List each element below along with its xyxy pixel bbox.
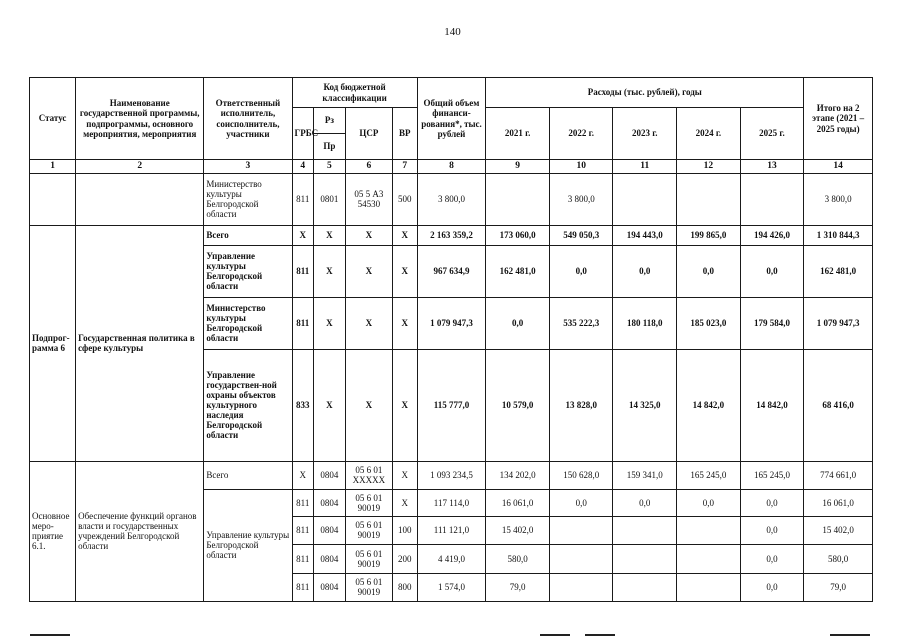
year-2024-cell: 199 865,0 [677, 225, 741, 245]
rzpr-cell: X [314, 297, 346, 349]
year-2022-cell [549, 544, 613, 573]
status-cell: Основное меро-приятие 6.1. [30, 461, 76, 601]
header-budget-code: Код бюджетной классификации [292, 78, 417, 108]
column-number: 4 [292, 160, 314, 174]
csr-cell: 05 6 01 90019 [345, 573, 392, 601]
header-year-2024: 2024 г. [677, 108, 741, 160]
header-responsible: Ответственный исполнитель, соисполнитель, участники [204, 78, 292, 160]
rzpr-cell: 0804 [314, 516, 346, 544]
year-2025-cell: 179 584,0 [740, 297, 804, 349]
header-grbs: ГРБС [292, 108, 314, 160]
year-2024-cell: 185 023,0 [677, 297, 741, 349]
year-2022-cell [549, 573, 613, 601]
vr-cell: 200 [392, 544, 417, 573]
header-itogo: Итого на 2 этапе (2021 – 2025 годы) [804, 78, 873, 160]
year-2022-cell: 150 628,0 [549, 461, 613, 489]
year-2025-cell [740, 173, 804, 225]
csr-cell: X [345, 349, 392, 461]
header-year-2023: 2023 г. [613, 108, 677, 160]
year-2024-cell [677, 516, 741, 544]
rzpr-cell: 0801 [314, 173, 346, 225]
year-2021-cell: 0,0 [486, 297, 550, 349]
year-2022-cell [549, 516, 613, 544]
year-2023-cell [613, 573, 677, 601]
year-2021-cell: 15 402,0 [486, 516, 550, 544]
vr-cell: 800 [392, 573, 417, 601]
year-2023-cell [613, 544, 677, 573]
year-2024-cell: 165 245,0 [677, 461, 741, 489]
vr-cell: 100 [392, 516, 417, 544]
header-csr: ЦСР [345, 108, 392, 160]
page-bottom-rule [30, 634, 70, 636]
year-2024-cell [677, 173, 741, 225]
csr-cell: 05 6 01 90019 [345, 544, 392, 573]
year-2023-cell [613, 173, 677, 225]
header-status: Статус [30, 78, 76, 160]
column-number-row [30, 160, 873, 174]
vr-cell: X [392, 245, 417, 297]
total-cell: 967 634,9 [417, 245, 486, 297]
total-cell: 3 800,0 [417, 173, 486, 225]
column-number: 5 [314, 160, 346, 174]
name-cell: Государственная политика в сфере культуры [76, 225, 204, 461]
year-2025-cell: 194 426,0 [740, 225, 804, 245]
total-cell: 1 574,0 [417, 573, 486, 601]
column-number: 9 [486, 160, 550, 174]
csr-cell: 05 6 01 90019 [345, 489, 392, 516]
header-total-volume: Общий объем финанси-рования*, тыс. рублей [417, 78, 486, 160]
column-number: 2 [76, 160, 204, 174]
responsible-cell: Управление государствен-ной охраны объектов культурного наследия Белгородской области [204, 349, 292, 461]
year-2021-cell [486, 173, 550, 225]
year-2025-cell: 0,0 [740, 544, 804, 573]
page-bottom-rule [540, 634, 570, 636]
itogo-cell: 774 661,0 [804, 461, 873, 489]
year-2024-cell [677, 573, 741, 601]
year-2022-cell: 0,0 [549, 245, 613, 297]
table-row [30, 173, 873, 225]
grbs-cell: 811 [292, 573, 314, 601]
column-number: 7 [392, 160, 417, 174]
csr-cell: 05 6 01 90019 [345, 516, 392, 544]
itogo-cell: 3 800,0 [804, 173, 873, 225]
itogo-cell: 79,0 [804, 573, 873, 601]
header-year-2025: 2025 г. [740, 108, 804, 160]
itogo-cell: 1 310 844,3 [804, 225, 873, 245]
year-2023-cell: 159 341,0 [613, 461, 677, 489]
vr-cell: X [392, 225, 417, 245]
csr-cell: X [345, 297, 392, 349]
year-2021-cell: 162 481,0 [486, 245, 550, 297]
year-2025-cell: 0,0 [740, 245, 804, 297]
csr-cell: X [345, 225, 392, 245]
header-expenses: Расходы (тыс. рублей), годы [486, 78, 804, 108]
grbs-cell: 811 [292, 544, 314, 573]
rzpr-cell: 0804 [314, 489, 346, 516]
column-number: 13 [740, 160, 804, 174]
year-2024-cell: 14 842,0 [677, 349, 741, 461]
header-rz: Рз [314, 108, 346, 134]
year-2022-cell: 535 222,3 [549, 297, 613, 349]
total-cell: 111 121,0 [417, 516, 486, 544]
rzpr-cell: 0804 [314, 544, 346, 573]
year-2023-cell: 194 443,0 [613, 225, 677, 245]
grbs-cell: 811 [292, 489, 314, 516]
vr-cell: X [392, 349, 417, 461]
vr-cell: X [392, 297, 417, 349]
header-year-2022: 2022 г. [549, 108, 613, 160]
itogo-cell: 580,0 [804, 544, 873, 573]
rzpr-cell: X [314, 349, 346, 461]
page-bottom-rule [830, 634, 870, 636]
header-pr: Пр [314, 134, 346, 160]
year-2024-cell: 0,0 [677, 245, 741, 297]
csr-cell: 05 6 01 ХХХХХ [345, 461, 392, 489]
itogo-cell: 162 481,0 [804, 245, 873, 297]
year-2021-cell: 16 061,0 [486, 489, 550, 516]
responsible-cell: Управление культуры Белгородской области [204, 245, 292, 297]
responsible-cell: Всего [204, 461, 292, 489]
column-number: 6 [345, 160, 392, 174]
rzpr-cell: 0804 [314, 573, 346, 601]
budget-table [29, 77, 873, 602]
grbs-cell: 811 [292, 245, 314, 297]
header-vr: ВР [392, 108, 417, 160]
year-2025-cell: 0,0 [740, 489, 804, 516]
grbs-cell: X [292, 461, 314, 489]
total-cell: 1 079 947,3 [417, 297, 486, 349]
itogo-cell: 68 416,0 [804, 349, 873, 461]
column-number: 10 [549, 160, 613, 174]
vr-cell: X [392, 489, 417, 516]
rzpr-cell: X [314, 245, 346, 297]
year-2022-cell: 13 828,0 [549, 349, 613, 461]
total-cell: 4 419,0 [417, 544, 486, 573]
responsible-group-cell: Управление культуры Белгородской области [204, 489, 292, 601]
year-2023-cell [613, 516, 677, 544]
year-2023-cell: 14 325,0 [613, 349, 677, 461]
itogo-cell: 1 079 947,3 [804, 297, 873, 349]
year-2025-cell: 14 842,0 [740, 349, 804, 461]
header-year-2021: 2021 г. [486, 108, 550, 160]
column-number: 3 [204, 160, 292, 174]
responsible-cell: Всего [204, 225, 292, 245]
vr-cell: X [392, 461, 417, 489]
total-cell: 117 114,0 [417, 489, 486, 516]
year-2023-cell: 180 118,0 [613, 297, 677, 349]
year-2021-cell: 10 579,0 [486, 349, 550, 461]
csr-cell: 05 5 А3 54530 [345, 173, 392, 225]
year-2025-cell: 0,0 [740, 516, 804, 544]
responsible-cell: Министерство культуры Белгородской области [204, 297, 292, 349]
itogo-cell: 15 402,0 [804, 516, 873, 544]
column-number: 11 [613, 160, 677, 174]
year-2021-cell: 173 060,0 [486, 225, 550, 245]
name-cell [76, 173, 204, 225]
total-cell: 1 093 234,5 [417, 461, 486, 489]
page-number: 140 [444, 26, 461, 38]
grbs-cell: 811 [292, 173, 314, 225]
column-number: 1 [30, 160, 76, 174]
rzpr-cell: X [314, 225, 346, 245]
year-2022-cell: 549 050,3 [549, 225, 613, 245]
vr-cell: 500 [392, 173, 417, 225]
grbs-cell: 811 [292, 297, 314, 349]
page-bottom-rule [585, 634, 615, 636]
year-2022-cell: 3 800,0 [549, 173, 613, 225]
table-row [30, 225, 873, 245]
status-cell: Подпрог-рамма 6 [30, 225, 76, 461]
year-2024-cell [677, 544, 741, 573]
year-2025-cell: 165 245,0 [740, 461, 804, 489]
header-name: Наименование государственной программы, подпрограммы, основного мероприятия, мероприятия [76, 78, 204, 160]
year-2021-cell: 580,0 [486, 544, 550, 573]
grbs-cell: X [292, 225, 314, 245]
year-2023-cell: 0,0 [613, 245, 677, 297]
table-row [30, 461, 873, 489]
year-2024-cell: 0,0 [677, 489, 741, 516]
responsible-cell: Министерство культуры Белгородской области [204, 173, 292, 225]
csr-cell: X [345, 245, 392, 297]
year-2021-cell: 134 202,0 [486, 461, 550, 489]
column-number: 8 [417, 160, 486, 174]
column-number: 12 [677, 160, 741, 174]
total-cell: 115 777,0 [417, 349, 486, 461]
name-cell: Обеспечение функций органов власти и государственных учреждений Белгородской области [76, 461, 204, 601]
year-2021-cell: 79,0 [486, 573, 550, 601]
year-2022-cell: 0,0 [549, 489, 613, 516]
itogo-cell: 16 061,0 [804, 489, 873, 516]
grbs-cell: 811 [292, 516, 314, 544]
rzpr-cell: 0804 [314, 461, 346, 489]
grbs-cell: 833 [292, 349, 314, 461]
total-cell: 2 163 359,2 [417, 225, 486, 245]
column-number: 14 [804, 160, 873, 174]
year-2025-cell: 0,0 [740, 573, 804, 601]
status-cell [30, 173, 76, 225]
year-2023-cell: 0,0 [613, 489, 677, 516]
